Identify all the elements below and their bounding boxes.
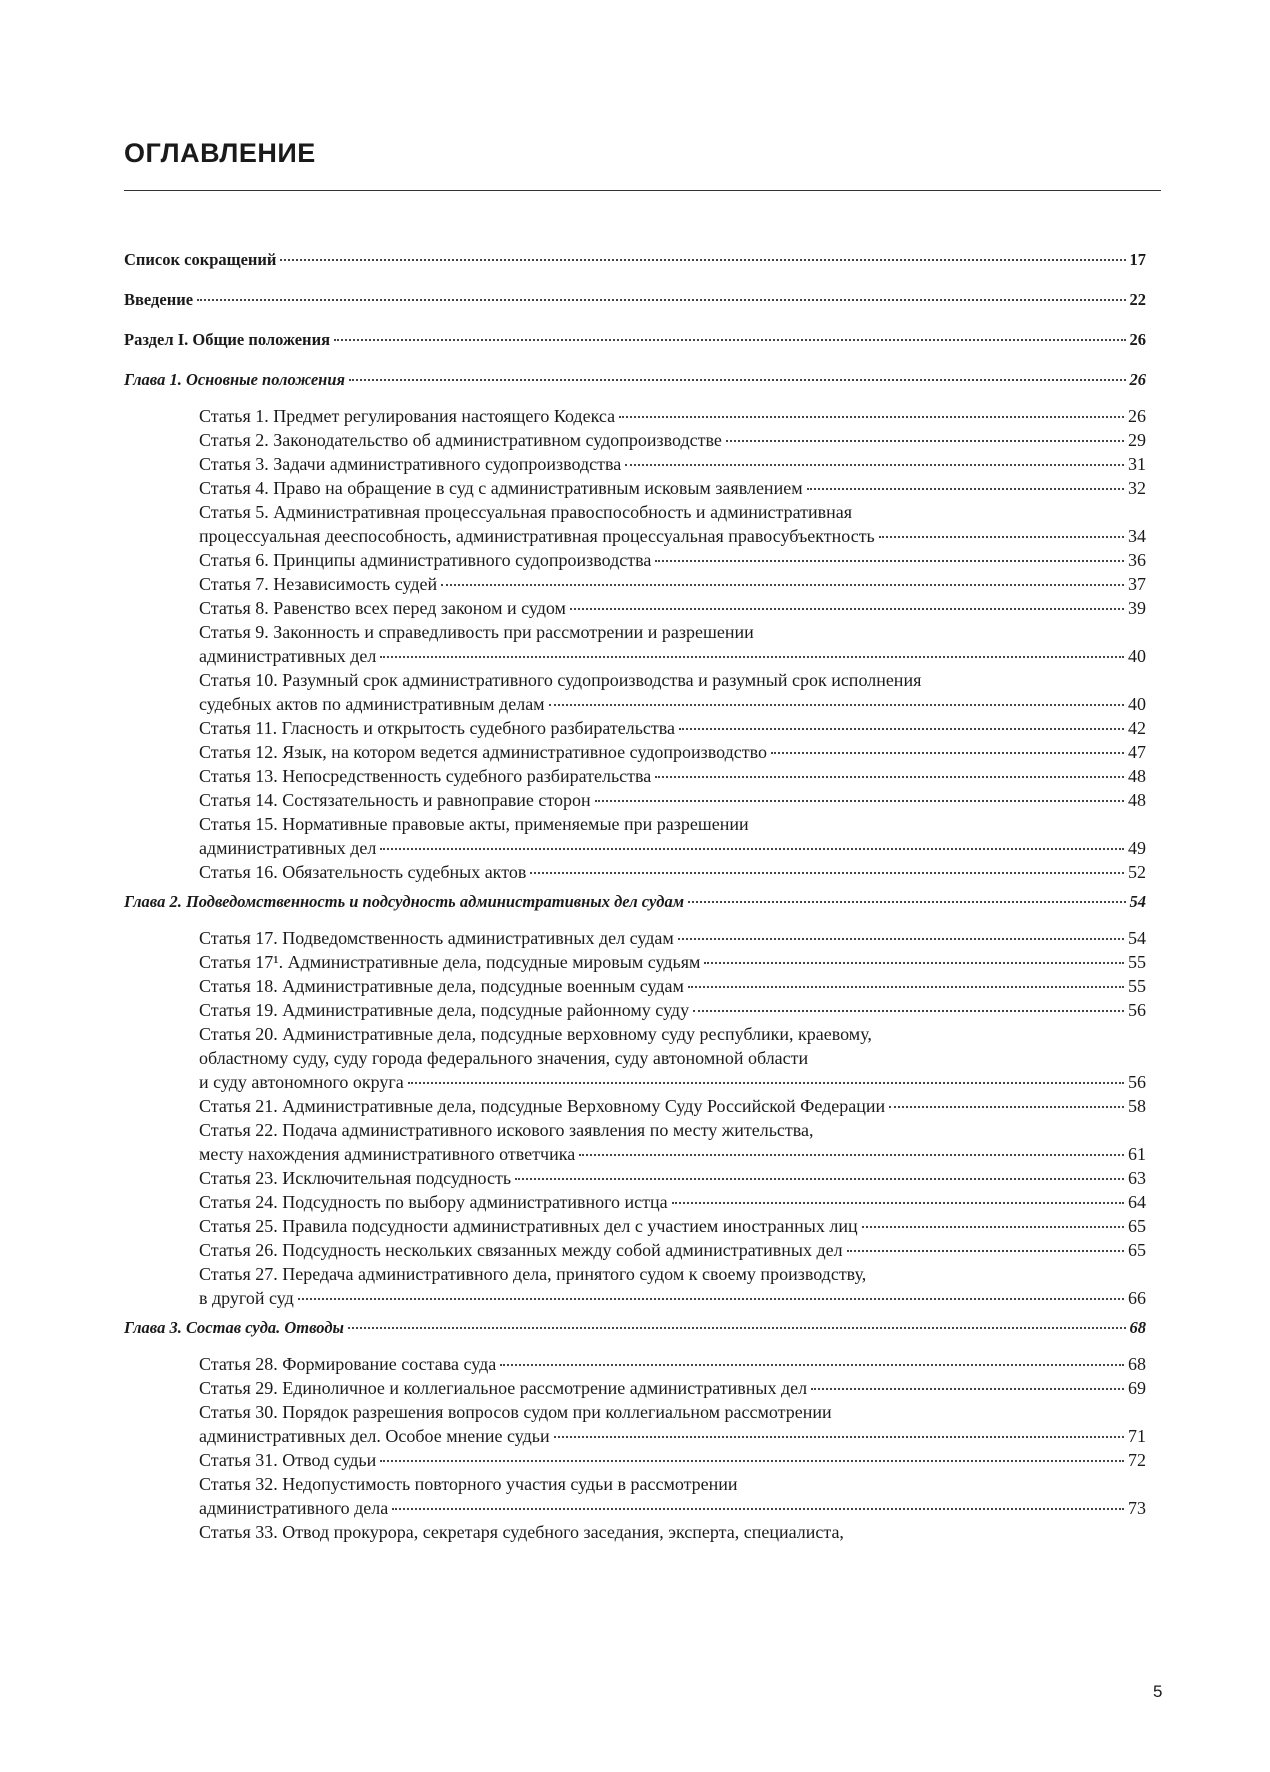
toc-entry-title: Статья 21. Административные дела, подсудные Верховному Суду Российской Федерации [199,1096,886,1116]
dot-leader [879,536,1124,538]
toc-entry-title: административных дел. Особое мнение судьи [199,1426,550,1446]
toc-entry-lead: Статья 5. Административная процессуальная правоспособность и административная [199,502,853,522]
toc-entry-page: 31 [1128,454,1146,474]
dot-leader [847,1250,1124,1252]
dot-leader [380,1460,1124,1462]
toc-entry-title: Статья 8. Равенство всех перед законом и судом [199,598,566,618]
dot-leader [688,901,1125,903]
toc-entry-page: 22 [1129,290,1146,309]
toc-entry-lead: Статья 33. Отвод прокурора, секретаря судебного заседания, эксперта, специалиста, [199,1522,844,1542]
toc-entry-lead: Статья 20. Административные дела, подсудные верховному суду республики, краевому, [199,1024,872,1044]
dot-leader [408,1082,1124,1084]
toc-entry-page: 66 [1128,1288,1146,1308]
toc-entry-page: 39 [1128,598,1146,618]
toc-entry-page: 36 [1128,550,1146,570]
toc-article[interactable] [199,998,1146,1022]
dot-leader [441,584,1124,586]
toc-entry-title: Статья 16. Обязательность судебных актов [199,862,527,882]
dot-leader [530,872,1124,874]
dot-leader [298,1298,1124,1300]
toc-article[interactable] [199,716,1146,740]
toc-article[interactable] [199,620,1146,668]
toc-entry-page: 26 [1128,406,1146,426]
toc-entry-title: Глава 2. Подведомственность и подсудность административных дел судам [124,892,685,911]
toc-article[interactable] [199,1400,1146,1448]
toc-article[interactable] [199,500,1146,548]
dot-leader [380,656,1124,658]
toc-top-entry[interactable] [124,330,1146,350]
toc-entry-title: Статья 13. Непосредственность судебного разбирательства [199,766,652,786]
toc-article[interactable] [199,812,1146,860]
dot-leader [679,728,1124,730]
toc-entry-page: 34 [1128,526,1146,546]
dot-leader [807,488,1124,490]
toc-article[interactable] [199,1238,1146,1262]
toc-article[interactable] [199,668,1146,716]
toc-entry-page: 73 [1128,1498,1146,1518]
toc-entry-page: 40 [1128,646,1146,666]
toc-entry-lead: Статья 10. Разумный срок административного судопроизводства и разумный срок исполнения [199,670,922,690]
dot-leader [678,938,1124,940]
toc-article[interactable] [199,860,1146,884]
toc-entry-page: 58 [1128,1096,1146,1116]
dot-leader [348,1327,1126,1329]
toc-entry-page: 48 [1128,790,1146,810]
dot-leader [595,800,1124,802]
toc-entry-title: Статья 7. Независимость судей [199,574,438,594]
toc-entry-page: 65 [1128,1240,1146,1260]
toc-article[interactable] [199,1262,1146,1310]
toc-entry-page: 54 [1128,928,1146,948]
toc-entry-title: Раздел I. Общие положения [124,330,331,349]
toc-entry-page: 40 [1128,694,1146,714]
toc-article[interactable] [199,1376,1146,1400]
dot-leader [197,299,1125,301]
toc-entry-page: 64 [1128,1192,1146,1212]
toc-entry-page: 48 [1128,766,1146,786]
toc-entry-lead: Статья 22. Подача административного искового заявления по месту жительства, [199,1120,814,1140]
dot-leader [704,962,1124,964]
toc-entry-title: Список сокращений [124,250,277,269]
page-number: 5 [1153,1682,1163,1701]
toc-entry-page: 17 [1129,250,1146,269]
dot-leader [500,1364,1124,1366]
chapter-articles [124,926,1146,1310]
dot-leader [380,848,1124,850]
toc-entry-page: 69 [1128,1378,1146,1398]
dot-leader [554,1436,1124,1438]
dot-leader [655,560,1124,562]
table-of-contents [124,250,1146,1552]
toc-chapter[interactable] [124,370,1146,390]
toc-entry-title: в другой суд [199,1288,294,1308]
toc-entry-page: 56 [1128,1000,1146,1020]
page-title: ОГЛАВЛЕНИЕ [124,138,316,168]
toc-entry-page: 26 [1129,330,1146,349]
toc-top-entry[interactable] [124,290,1146,310]
toc-article[interactable] [199,1022,1146,1094]
toc-entry-title: Введение [124,290,194,309]
toc-entry-page: 54 [1129,892,1146,911]
toc-article[interactable] [199,404,1146,428]
dot-leader [862,1226,1124,1228]
chapter-articles [124,404,1146,884]
dot-leader [349,379,1126,381]
toc-article[interactable] [199,1190,1146,1214]
toc-entry-page: 55 [1128,976,1146,996]
toc-article[interactable] [199,1520,1146,1544]
toc-article[interactable] [199,1352,1146,1376]
toc-entry-lead: Статья 27. Передача административного дела, принятого судом к своему производству, [199,1264,867,1284]
toc-article[interactable] [199,1166,1146,1190]
toc-article[interactable] [199,1118,1146,1166]
dot-leader [771,752,1124,754]
toc-entry-title: Статья 6. Принципы административного судопроизводства [199,550,652,570]
toc-entry-title: Статья 3. Задачи административного судопроизводства [199,454,622,474]
toc-article[interactable] [199,764,1146,788]
toc-entry-title: Статья 23. Исключительная подсудность [199,1168,512,1188]
toc-entry-title: Статья 4. Право на обращение в суд с административным исковым заявлением [199,478,803,498]
toc-entry-title: Статья 1. Предмет регулирования настоящего Кодекса [199,406,616,426]
toc-entry-title: Статья 2. Законодательство об административном судопроизводстве [199,430,722,450]
toc-article[interactable] [199,476,1146,500]
toc-article[interactable] [199,1094,1146,1118]
toc-entry-lead: Статья 15. Нормативные правовые акты, применяемые при разрешении [199,814,749,834]
toc-entry-page: 63 [1128,1168,1146,1188]
toc-entry-page: 29 [1128,430,1146,450]
title-divider [124,190,1161,191]
toc-entry-page: 37 [1128,574,1146,594]
dot-leader [515,1178,1124,1180]
toc-entry-page: 55 [1128,952,1146,972]
toc-entry-title: месту нахождения административного ответчика [199,1144,576,1164]
dot-leader [655,776,1124,778]
toc-article[interactable] [199,1448,1146,1472]
toc-entry-title: Статья 18. Административные дела, подсудные военным судам [199,976,684,996]
toc-entry-page: 65 [1128,1216,1146,1236]
toc-article[interactable] [199,974,1146,998]
toc-entry-title: Статья 12. Язык, на котором ведется административное судопроизводство [199,742,768,762]
toc-article[interactable] [199,572,1146,596]
toc-entry-page: 71 [1128,1426,1146,1446]
toc-entry-page: 42 [1128,718,1146,738]
dot-leader [392,1508,1124,1510]
toc-entry-title: Статья 25. Правила подсудности административных дел с участием иностранных лиц [199,1216,858,1236]
toc-entry-title: Статья 31. Отвод судьи [199,1450,377,1470]
chapter-articles [124,1352,1146,1544]
toc-entry-page: 56 [1128,1072,1146,1092]
dot-leader [334,339,1125,341]
toc-entry-title: Статья 29. Единоличное и коллегиальное рассмотрение административных дел [199,1378,808,1398]
toc-entry-page: 26 [1129,370,1146,389]
toc-chapter[interactable] [124,892,1146,912]
toc-entry-title: Статья 28. Формирование состава суда [199,1354,497,1374]
toc-article[interactable] [199,926,1146,950]
toc-entry-title: Статья 14. Состязательность и равноправие сторон [199,790,591,810]
toc-entry-page: 72 [1128,1450,1146,1470]
toc-chapter[interactable] [124,1318,1146,1338]
toc-article[interactable] [199,596,1146,620]
toc-entry-page: 68 [1128,1354,1146,1374]
dot-leader [619,416,1124,418]
toc-article[interactable] [199,950,1146,974]
toc-article[interactable] [199,1214,1146,1238]
toc-entry-title: Статья 24. Подсудность по выбору административного истца [199,1192,668,1212]
toc-entry-page: 47 [1128,742,1146,762]
toc-entry-page: 32 [1128,478,1146,498]
toc-article[interactable] [199,548,1146,572]
toc-entry-title: Статья 11. Гласность и открытость судебного разбирательства [199,718,676,738]
dot-leader [579,1154,1124,1156]
toc-entry-title: судебных актов по административным делам [199,694,545,714]
toc-article[interactable] [199,788,1146,812]
toc-article[interactable] [199,740,1146,764]
toc-entry-title: процессуальная дееспособность, административная процессуальная правосубъектность [199,526,875,546]
dot-leader [688,986,1124,988]
toc-entry-title: административных дел [199,838,377,858]
toc-entry-page: 68 [1129,1318,1146,1337]
toc-entry-title: Статья 17¹. Административные дела, подсудные мировым судьям [199,952,701,972]
dot-leader [570,608,1124,610]
toc-entry-title: Статья 17. Подведомственность административных дел судам [199,928,674,948]
dot-leader [672,1202,1124,1204]
toc-entry-lead: Статья 9. Законность и справедливость при рассмотрении и разрешении [199,622,754,642]
toc-entry-page: 61 [1128,1144,1146,1164]
toc-top-entry[interactable] [124,250,1146,270]
toc-entry-title: Глава 3. Состав суда. Отводы [124,1318,344,1337]
toc-article[interactable] [199,452,1146,476]
toc-entry-title: административных дел [199,646,377,666]
toc-entry-title: Статья 26. Подсудность нескольких связанных между собой административных дел [199,1240,843,1260]
toc-entry-lead: областному суду, суду города федерального значения, суду автономной области [199,1048,809,1068]
toc-entry-title: Глава 1. Основные положения [124,370,345,389]
dot-leader [889,1106,1124,1108]
dot-leader [625,464,1124,466]
toc-entry-page: 49 [1128,838,1146,858]
toc-entry-title: и суду автономного округа [199,1072,404,1092]
toc-entry-title: Статья 19. Административные дела, подсудные районному суду [199,1000,690,1020]
toc-entry-lead: Статья 30. Порядок разрешения вопросов судом при коллегиальном рассмотрении [199,1402,832,1422]
toc-article[interactable] [199,428,1146,452]
dot-leader [549,704,1124,706]
dot-leader [811,1388,1124,1390]
dot-leader [693,1010,1124,1012]
toc-article[interactable] [199,1472,1146,1520]
toc-entry-lead: Статья 32. Недопустимость повторного участия судьи в рассмотрении [199,1474,738,1494]
toc-entry-title: административного дела [199,1498,389,1518]
dot-leader [726,440,1124,442]
dot-leader [280,259,1125,261]
toc-entry-page: 52 [1128,862,1146,882]
